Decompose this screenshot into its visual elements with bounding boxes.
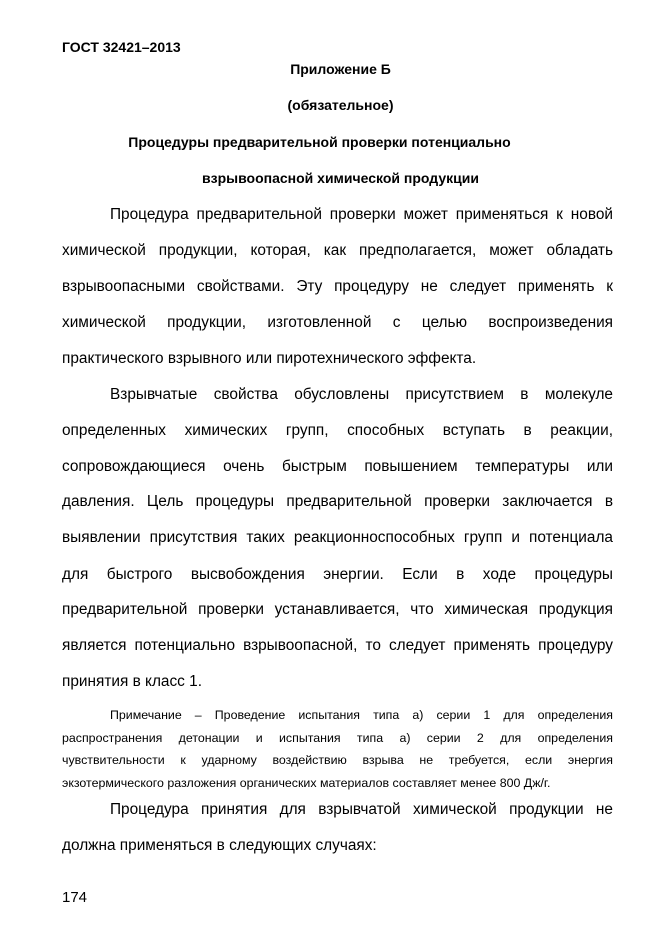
paragraph-2-line: является потенциально взрывоопасной, то следует применять процедуру [62,637,613,654]
paragraph-2-line: предварительной проверки устанавливается, что химическая продукция [62,601,613,618]
paragraph-2-line: давления. Цель процедуры предварительной проверки заключается в [62,493,613,510]
note-line: чувствительности к ударному воздействию взрыва не требуется, если энергия [62,753,613,767]
page-number: 174 [62,889,88,906]
note-line: Примечание – Проведение испытания типа а) серии 1 для определения [110,708,613,722]
note-line: распространения детонации и испытания типа а) серии 2 для определения [62,731,613,745]
paragraph-1-line: химической продукции, которая, как предполагается, может обладать [62,242,613,259]
paragraph-1-line: Процедура предварительной проверки может применяться к новой [110,206,613,223]
paragraph-2-line: для быстрого высвобождения энергии. Если в ходе процедуры [62,566,613,583]
paragraph-2-line: определенных химических групп, способных вступать в реакции, [62,422,613,439]
paragraph-2-line: Взрывчатые свойства обусловлены присутствием в молекуле [110,386,613,403]
paragraph-1-line: химической продукции, изготовленной с целью воспроизведения [62,314,613,331]
appendix-heading-line-2: взрывоопасной химической продукции [202,170,479,186]
note-line: экзотермического разложения органических материалов составляет менее 800 Дж/г. [62,776,551,790]
paragraph-2-line: принятия в класс 1. [62,673,202,690]
paragraph-2-line: сопровождающиеся очень быстрым повышением температуры или [62,458,613,475]
standard-code: ГОСТ 32421–2013 [62,39,181,55]
paragraph-2-line: выявлении присутствия таких реакционноспособных групп и потенциала [62,529,613,546]
paragraph-1-line: взрывоопасными свойствами. Эту процедуру не следует применять к [62,278,613,295]
final-paragraph-line: должна применяться в следующих случаях: [62,837,377,854]
final-paragraph-line: Процедура принятия для взрывчатой химической продукции не [110,801,613,818]
appendix-title: Приложение Б [290,61,391,77]
appendix-heading-line-1: Процедуры предварительной проверки потенциально [128,134,511,150]
paragraph-1-line: практического взрывного или пиротехнического эффекта. [62,350,477,367]
appendix-status: (обязательное) [287,97,394,113]
